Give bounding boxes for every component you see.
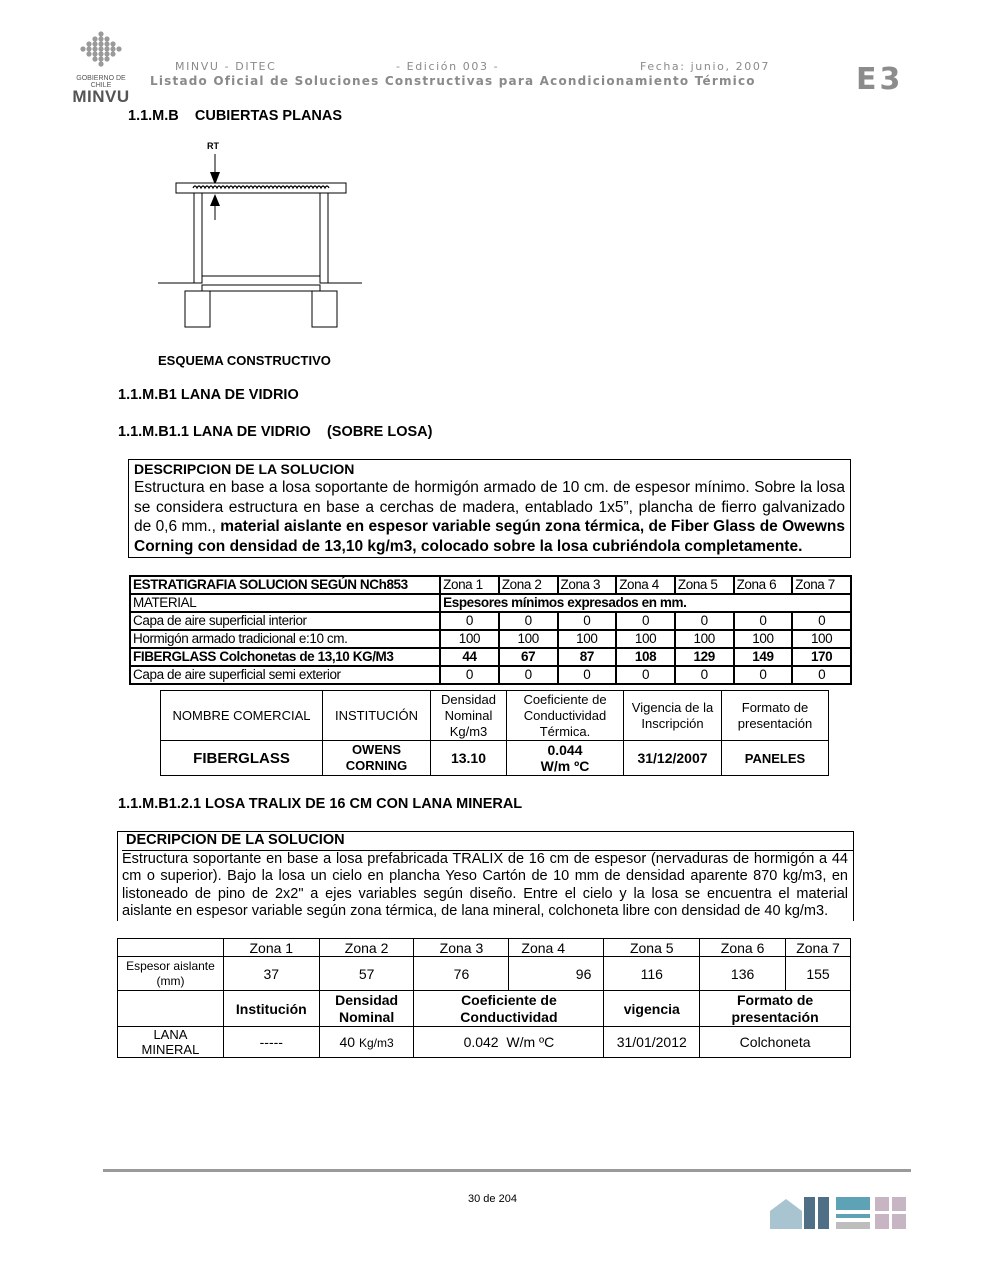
subheading-2: 1.1.M.B1.1 LANA DE VIDRIO (SOBRE LOSA) xyxy=(118,424,433,440)
info-header: Formato de presentación xyxy=(700,991,851,1027)
commercial-header: Formato de presentación xyxy=(722,691,829,741)
table-row xyxy=(161,741,829,776)
layer-value: 0 xyxy=(440,612,499,630)
info-header: vigencia xyxy=(604,991,700,1027)
layer-name: Capa de aire superficial interior xyxy=(130,612,440,630)
zone-header: Zona 4 xyxy=(509,939,604,957)
layer-value: 0 xyxy=(792,666,851,684)
table-row xyxy=(118,991,851,1027)
layer-value: 0 xyxy=(558,666,617,684)
layer-value: 100 xyxy=(616,630,675,648)
section-heading: 1.1.M.B CUBIERTAS PLANAS xyxy=(128,108,343,124)
table-row xyxy=(130,594,851,612)
layer-name: Capa de aire superficial semi exterior xyxy=(130,666,440,684)
header-title: Listado Oficial de Soluciones Constructivas para Acondicionamiento Térmico xyxy=(150,74,756,88)
house-shape xyxy=(770,1199,802,1229)
commercial-header: Coeficiente de Conductividad Térmica. xyxy=(507,691,624,741)
layer-value: 67 xyxy=(499,648,558,666)
layer-value: 0 xyxy=(675,612,734,630)
commercial-header: Densidad Nominal Kg/m3 xyxy=(431,691,507,741)
commercial-value: OWENS CORNING xyxy=(323,741,431,776)
solution2-description xyxy=(117,831,854,921)
solution1-desc-text: Estructura en base a losa soportante de hormigón armado de 10 cm. de espesor mínimo. Sobre la losa se considera estructura en base a cerchas de madera, entablado 1x5”, plancha de fierro galvanizado de 0,6 mm., xyxy=(134,479,845,535)
stratigraphy-table xyxy=(129,575,852,685)
diagram-caption: ESQUEMA CONSTRUCTIVO xyxy=(158,353,331,368)
zone-header: Zona 6 xyxy=(700,939,786,957)
logo-gov-text: GOBIERNO DE CHILE xyxy=(76,75,126,89)
footer-divider xyxy=(103,1169,911,1172)
zone-header: Zona 3 xyxy=(558,576,617,594)
zone-header: Zona 2 xyxy=(319,939,414,957)
commercial-value: 0.044 W/m ºC xyxy=(507,741,624,776)
zone-header: Zona 7 xyxy=(792,576,851,594)
layer-value: 100 xyxy=(675,630,734,648)
empty-cell xyxy=(118,939,224,957)
commercial-header: NOMBRE COMERCIAL xyxy=(161,691,323,741)
thickness-value: 136 xyxy=(700,957,786,991)
page-number: 30 de 204 xyxy=(468,1193,517,1205)
commercial-header: INSTITUCIÓN xyxy=(323,691,431,741)
density-unit: Kg/m3 xyxy=(358,1036,394,1050)
layer-value: 100 xyxy=(558,630,617,648)
thickness-value: 155 xyxy=(786,957,851,991)
layer-value: 0 xyxy=(616,666,675,684)
zone-header: Zona 2 xyxy=(499,576,558,594)
solution1-desc-title: DESCRIPCION DE LA SOLUCION xyxy=(134,461,355,477)
info-value: 31/01/2012 xyxy=(604,1027,700,1058)
commercial-header: Vigencia de la Inscripción xyxy=(624,691,722,741)
zone-header: Zona 7 xyxy=(786,939,851,957)
info-header: Densidad Nominal xyxy=(319,991,414,1027)
info-header: Coeficiente de Conductividad xyxy=(414,991,604,1027)
construction-diagram xyxy=(155,138,370,338)
subheading-1: 1.1.M.B1 LANA DE VIDRIO xyxy=(118,387,299,403)
material-note: Espesores mínimos expresados en mm. xyxy=(440,594,851,612)
solution1-description xyxy=(128,459,851,558)
minvu-logo xyxy=(70,30,132,106)
layer-name: FIBERGLASS Colchonetas de 13,10 KG/M3 xyxy=(130,648,440,666)
layer-value: 0 xyxy=(792,612,851,630)
layer-value: 0 xyxy=(734,666,793,684)
logo-name: MINVU xyxy=(72,87,130,106)
zone-header: Zona 3 xyxy=(414,939,509,957)
solution2-desc-text: Estructura soportante en base a losa prefabricada TRALIX de 16 cm de espesor (nervaduras de hormigón a 44 cm o superior). Bajo la losa un cielo en plancha Yeso Cartón de 10 mm de densidad aparente 870 kg/m3, en listoneado de pino de 2x2" a ejes variables según diseño. Entre el cielo y la losa se encuentra el material aislante en espesor variable según zona térmica, de lana mineral, colchoneta libre con densidad de 40 kg/m3. xyxy=(122,850,848,919)
commercial-value: FIBERGLASS xyxy=(161,741,323,776)
table-row xyxy=(130,630,851,648)
layer-value: 0 xyxy=(499,612,558,630)
zone-header: Zona 5 xyxy=(604,939,700,957)
layer-name: Hormigón armado tradicional e:10 cm. xyxy=(130,630,440,648)
layer-value: 0 xyxy=(499,666,558,684)
layer-value: 170 xyxy=(792,648,851,666)
density-value: 40 xyxy=(339,1034,356,1050)
zone-header: Zona 1 xyxy=(440,576,499,594)
layer-value: 0 xyxy=(616,612,675,630)
logo-diamond-icon xyxy=(70,30,132,70)
layer-value: 149 xyxy=(734,648,793,666)
table-row xyxy=(130,648,851,666)
header-edition: - Edición 003 - xyxy=(396,60,500,73)
layer-value: 0 xyxy=(440,666,499,684)
commercial-table xyxy=(160,690,829,776)
table-row xyxy=(161,691,829,741)
diagram-rt-label: RT xyxy=(207,141,219,151)
product-name: LANA MINERAL xyxy=(118,1027,224,1058)
table-row xyxy=(118,957,851,991)
info-header: Institución xyxy=(223,991,319,1027)
table-row xyxy=(130,666,851,684)
footer-logo xyxy=(770,1197,908,1229)
info-value: Colchoneta xyxy=(700,1027,851,1058)
zone-header: Zona 6 xyxy=(734,576,793,594)
layer-value: 100 xyxy=(499,630,558,648)
strat-header: ESTRATIGRAFIA SOLUCION SEGÚN NCh853 xyxy=(130,576,440,594)
layer-value: 44 xyxy=(440,648,499,666)
thickness-value: 37 xyxy=(223,957,319,991)
layer-value: 0 xyxy=(675,666,734,684)
thickness-value: 76 xyxy=(414,957,509,991)
thickness-label: Espesor aislante (mm) xyxy=(118,957,224,991)
thickness-value: 57 xyxy=(319,957,414,991)
header-date: Fecha: junio, 2007 xyxy=(640,60,771,73)
layer-value: 0 xyxy=(558,612,617,630)
layer-value: 0 xyxy=(734,612,793,630)
layer-value: 87 xyxy=(558,648,617,666)
layer-value: 100 xyxy=(734,630,793,648)
empty-cell xyxy=(118,991,224,1027)
table-row xyxy=(118,939,851,957)
info-value: 0.042 W/m ºC xyxy=(414,1027,604,1058)
header-org: MINVU - DITEC xyxy=(175,60,277,73)
solution2-desc-title: DECRIPCION DE LA SOLUCION xyxy=(122,832,853,851)
table-row xyxy=(118,1027,851,1058)
zone-header: Zona 4 xyxy=(616,576,675,594)
layer-value: 129 xyxy=(675,648,734,666)
solution1-desc-bold: material aislante en espesor variable según zona térmica, de Fiber Glass de Owewns Corning con densidad de 13,10 kg/m3, colocado sobre la losa cubriéndola completamente. xyxy=(134,518,845,555)
solution2-heading: 1.1.M.B1.2.1 LOSA TRALIX DE 16 CM CON LANA MINERAL xyxy=(118,796,523,812)
info-value xyxy=(319,1027,414,1058)
commercial-value: 13.10 xyxy=(431,741,507,776)
layer-value: 100 xyxy=(792,630,851,648)
material-label: MATERIAL xyxy=(130,594,440,612)
info-value: ----- xyxy=(223,1027,319,1058)
thickness-value: 116 xyxy=(604,957,700,991)
commercial-value: PANELES xyxy=(722,741,829,776)
layer-value: 100 xyxy=(440,630,499,648)
thickness-value: 96 xyxy=(509,957,604,991)
table-row xyxy=(130,576,851,594)
layer-value: 108 xyxy=(616,648,675,666)
thickness-table xyxy=(117,938,851,1058)
commercial-value: 31/12/2007 xyxy=(624,741,722,776)
table-row xyxy=(130,612,851,630)
zone-header: Zona 5 xyxy=(675,576,734,594)
header-code: E3 xyxy=(856,62,904,97)
zone-header: Zona 1 xyxy=(223,939,319,957)
